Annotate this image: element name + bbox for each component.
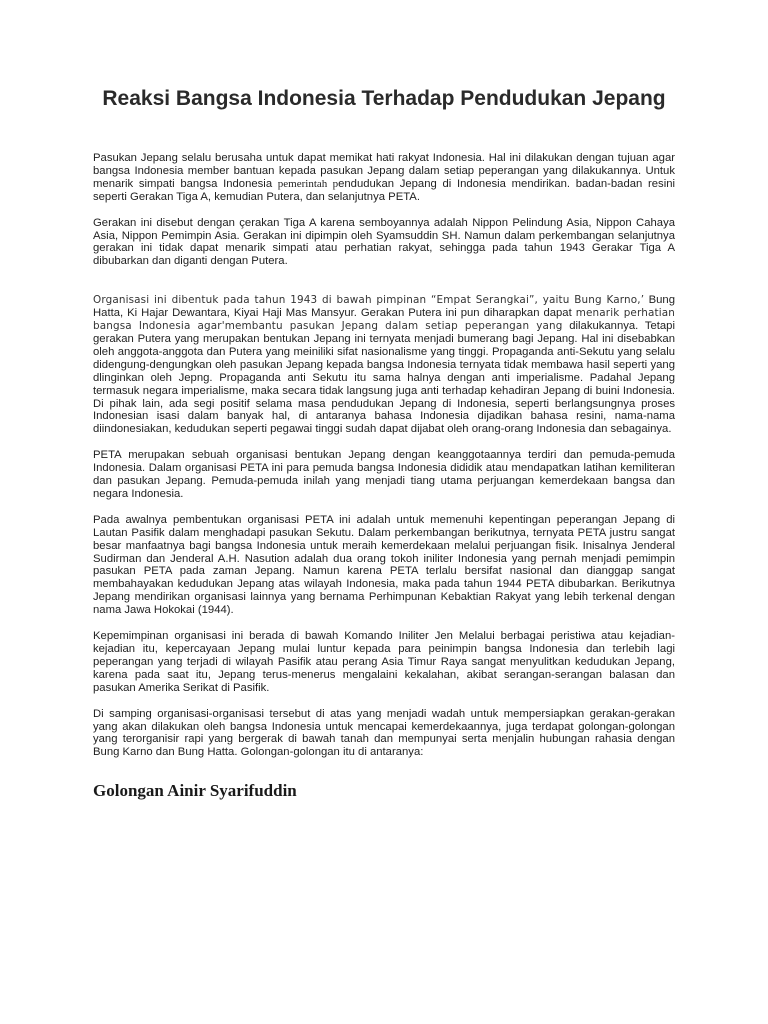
paragraph-3-text-b: Bung Hatta, Ki Hajar Dewantara, Kiyai Haji Mas Mansyur. Gerakan Putera ini pun diharapkan dapat: [93, 294, 675, 320]
paragraph-6: Kepemimpinan organisasi ini berada di bawah Komando Iniliter Jen Melalui berbagai peristiwa atau kejadian-kejadian itu, kepercayaan Jepang mulai luntur kepada para peinimpin bangsa Indonesia dan terlebih lagi peperangan yang terjadi di wilayah Pasifik atau perang Asia Timur Raya sangat menyulitkan kedudukan Jepang, karena pada saat itu, Jepang terus-menerus mengalaini kekalahan, akibat serangan-serangan balasan dan pasukan Amerika Serikat di Pasifik.: [93, 630, 675, 694]
paragraph-1: [93, 152, 675, 204]
paragraph-3-text-d: dilakukannya. Tetapi gerakan Putera yang merupakan bentukan Jepang ini ternyata menjadi bumerang bagi Jepang. Hal ini disebabkan oleh anggota-anggota dan Putera yang meiniliki sifat nasionalisme yang tinggi. Propaganda anti-Sekutu yang selalu didengung-dengungkan oleh pasukan Jepang kepada bangsa Indonesia ternyata tidak membawa hasil seperti yang dlinginkan oleh Jepng. Propaganda anti Sekutu itu sama halnya dengan anti imperialisme. Padahal Jepang termasuk negara imperialisme, maka secara tidak langsung juga anti terhadap kehadiran Jepang di buini Indonesia. Di pihak lain, ada segi positif selama masa pendudukan Jepang di Indonesia, seperti berlangsungnya proses Indonesian isasi dalam banyak hal, di antaranya bahasa Indonesia dijadikan bahasa resini, nama-nama diindonesiakan, kedudukan seperti pegawai tinggi sudah dapat dijabat oleh orang-orang Indonesia dan sebagainya.: [93, 320, 675, 436]
paragraph-4: PETA merupakan sebuah organisasi bentukan Jepang dengan keanggotaannya terdiri dan pemuda-pemuda Indonesia. Dalam organisasi PETA ini para pemuda bangsa Indonesia dididik atau mendapatkan latihan kemiliteran dan pasukan Jepang. Pemuda-pemuda inilah yang menjadi tiang utama perjuangan kemerdekaan bangsa dan negara Indonesia.: [93, 449, 675, 500]
paragraph-1-text-b: pemerintah p: [277, 177, 339, 190]
paragraph-7: Di samping organisasi-organisasi tersebut di atas yang menjadi wadah untuk mempersiapkan gerakan-gerakan yang akan dilakukan oleh bangsa Indonesia untuk mencapai kemerdekaannya, juga terdapat golongan-golongan yang terorganisir rapi yang bergerak di bawah tanah dan mempunyai serta menjalin hubungan rahasia dengan Bung Karno dan Bung Hatta. Golongan-golongan itu di antaranya:: [93, 707, 675, 759]
document-title: Reaksi Bangsa Indonesia Terhadap Pendudukan Jepang: [102, 87, 666, 110]
paragraph-3-text-a: Organisasi ini dibentuk pada tahun 1943 di bawah pimpinan “Empat Serangkai”, yaitu Bung Karno,’: [93, 294, 645, 307]
paragraph-3: [93, 294, 675, 436]
paragraph-5: Pada awalnya pembentukan organisasi PETA ini adalah untuk memenuhi kepentingan peperangan Jepang di Lautan Pasifik dalam menghadapi pasukan Sekutu. Dalam perkembangan berikutnya, ternyata PETA justru sangat besar manfaatnya bagi bangsa Indonesia untuk meraih kemerdekaan melalui perjuangan fisik. Inisalnya Jenderal Sudirman dan Jenderal A.H. Nasution adalah dua orang tokoh iniliter Indonesia yang pernah menjadi pemimpin pasukan PETA pada zaman Jepang. Namun karena PETA terlalu bersifat nasional dan dianggap sangat membahayakan kedudukan Jepang atas wilayah Indonesia, maka pada tahun 1944 PETA dibubarkan. Berikutnya Jepang mendirikan organisasi lainnya yang bernama Perhimpunan Kebaktian Rakyat yang lebih terkenal dengan nama Jawa Hokokai (1944).: [93, 513, 675, 617]
paragraph-1-text-a: Pasukan Jepang selalu berusaha untuk dapat memikat hati rakyat Indonesia. Hal ini dilakukan dengan tujuan agar bangsa Indonesia member bantuan kepada pasukan Jepang dalam setiap peperangan yang dilakukannya. Untuk menarik simpati bangsa Indonesia: [93, 152, 675, 190]
document-page: [93, 86, 675, 801]
paragraph-1-text-c: endudukan Jepang di Indonesia mendirikan. badan-badan resini seperti Gerakan Tiga A, kemudian Putera, dan selanjutnya PETA.: [93, 177, 675, 203]
paragraph-3-text-c: menarik perhatian bangsa Indonesia agar'membantu pasukan Jepang dalam setiap peperangan yang: [93, 307, 675, 333]
section-heading: Golongan Ainir Syarifuddin: [93, 781, 297, 801]
paragraph-2: Gerakan ini disebut dengan çerakan Tiga A karena semboyannya adalah Nippon Pelindung Asia, Nippon Cahaya Asia, Nippon Pemimpin Asia. Gerakan ini dipimpin oleh Syamsuddin SH. Namun dalam perkembangan selanjutnya gerakan ini tidak dapat menarik simpati atau perhatian rakyat, sehingga pada tahun 1943 Gerakar Tiga A dibubarkan dan diganti dengan Putera.: [93, 216, 675, 268]
